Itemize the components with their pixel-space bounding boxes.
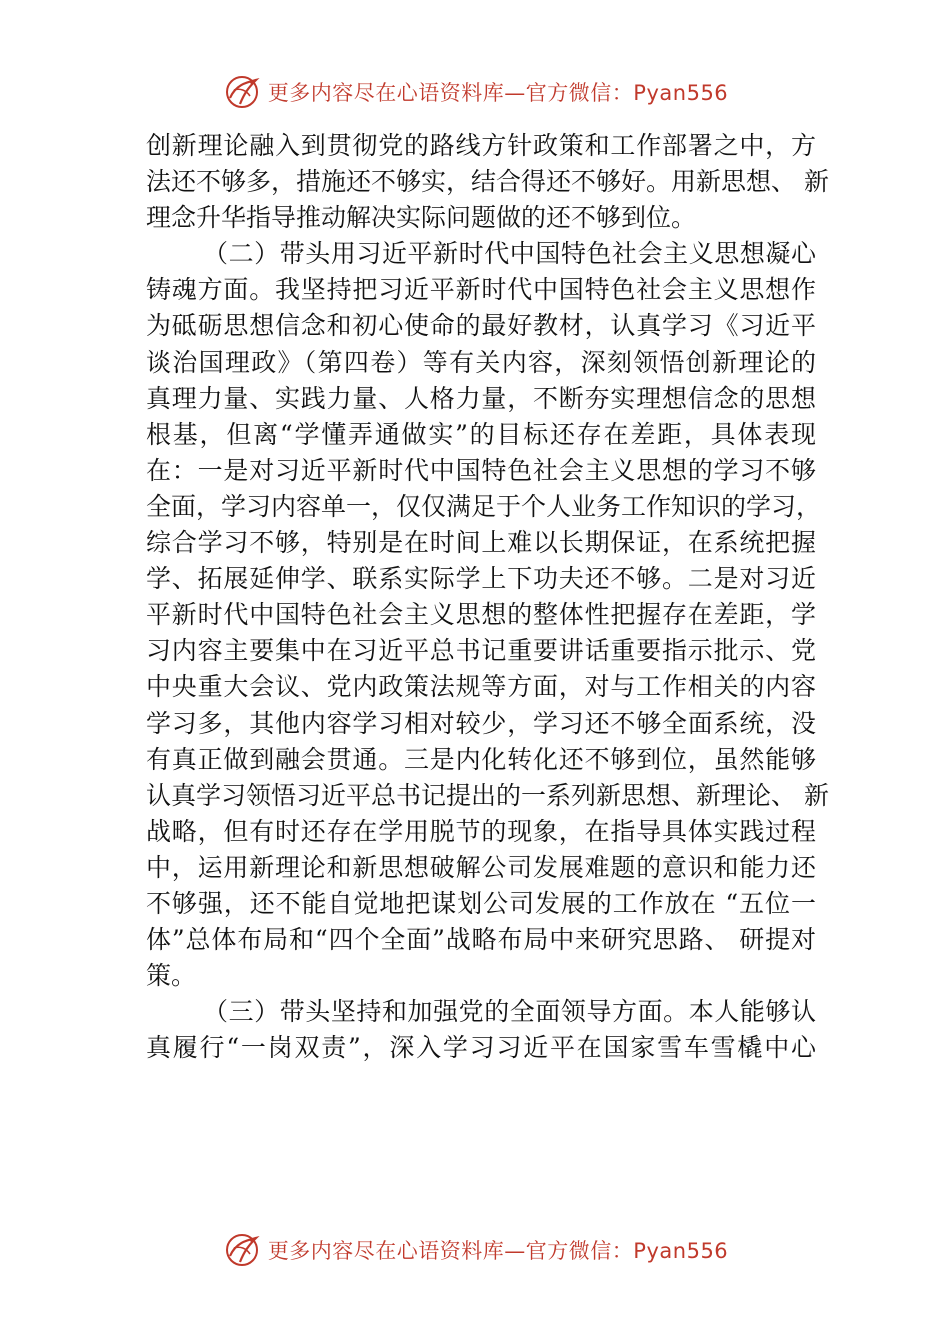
paragraph — [146, 994, 816, 1066]
text-line: （三）带头坚持和加强党的全面领导方面。本人能够认 — [203, 997, 816, 1027]
text-line: （二）带头用习近平新时代中国特色社会主义思想凝心 — [203, 239, 816, 269]
seal-logo-icon — [222, 72, 262, 112]
footer-watermark — [0, 1228, 950, 1272]
text-line: 谈治国理政》（第四卷）等有关内容，深刻领悟创新理论的 — [146, 347, 816, 377]
document-body — [146, 128, 829, 1066]
text-line: 中，运用新理论和新思想破解公司发展难题的意识和能力还 — [146, 852, 816, 882]
text-line: 真履行“一岗双责”，深入学习习近平在国家雪车雪橇中心 — [146, 1033, 816, 1063]
text-line: 策。 — [146, 961, 197, 991]
text-line: 平新时代中国特色社会主义思想的整体性把握存在差距，学 — [146, 600, 816, 630]
text-line: 中央重大会议、党内政策法规等方面，对与工作相关的内容 — [146, 672, 816, 702]
text-line: 学习多，其他内容学习相对较少，学习还不够全面系统，没 — [146, 708, 816, 738]
text-line: 在：一是对习近平新时代中国特色社会主义思想的学习不够 — [146, 455, 816, 485]
text-line: 铸魂方面。我坚持把习近平新时代中国特色社会主义思想作 — [146, 275, 816, 305]
text-line: 学、拓展延伸学、联系实际学上下功夫还不够。二是对习近 — [146, 564, 816, 594]
text-line: 综合学习不够，特别是在时间上难以长期保证，在系统把握 — [146, 528, 816, 558]
text-line: 有真正做到融会贯通。三是内化转化还不够到位，虽然能够 — [146, 744, 816, 774]
text-line: 为砥砺思想信念和初心使命的最好教材，认真学习《习近平 — [146, 311, 816, 341]
watermark-text: 更多内容尽在心语资料库—官方微信：Pyan556 — [267, 81, 729, 105]
text-line: 战略，但有时还存在学用脱节的现象，在指导具体实践过程 — [146, 816, 816, 846]
text-line: 不够强，还不能自觉地把谋划公司发展的工作放在 “五位一 — [146, 888, 816, 918]
text-line: 习内容主要集中在习近平总书记重要讲话重要指示批示、党 — [146, 636, 816, 666]
text-line: 体”总体布局和“四个全面”战略布局中来研究思路、 研提对 — [146, 925, 816, 955]
text-line: 创新理论融入到贯彻党的路线方针政策和工作部署之中，方 — [146, 131, 816, 160]
watermark-text: 更多内容尽在心语资料库—官方微信：Pyan556 — [267, 1239, 729, 1263]
paragraph — [146, 128, 829, 236]
text-line: 根基，但离“学懂弄通做实”的目标还存在差距，具体表现 — [146, 419, 816, 449]
paragraph — [146, 236, 829, 994]
text-line: 真理力量、实践力量、人格力量，不断夯实理想信念的思想 — [146, 383, 816, 413]
text-line: 理念升华指导推动解决实际问题做的还不够到位。 — [146, 203, 697, 233]
text-line: 法还不够多，措施还不够实，结合得还不够好。用新思想、 新 — [146, 167, 829, 197]
text-line: 认真学习领悟习近平总书记提出的一系列新思想、新理论、 新 — [146, 780, 829, 810]
text-line: 全面，学习内容单一，仅仅满足于个人业务工作知识的学习， — [146, 491, 822, 521]
seal-logo-icon — [222, 1230, 262, 1270]
header-watermark — [0, 70, 950, 114]
